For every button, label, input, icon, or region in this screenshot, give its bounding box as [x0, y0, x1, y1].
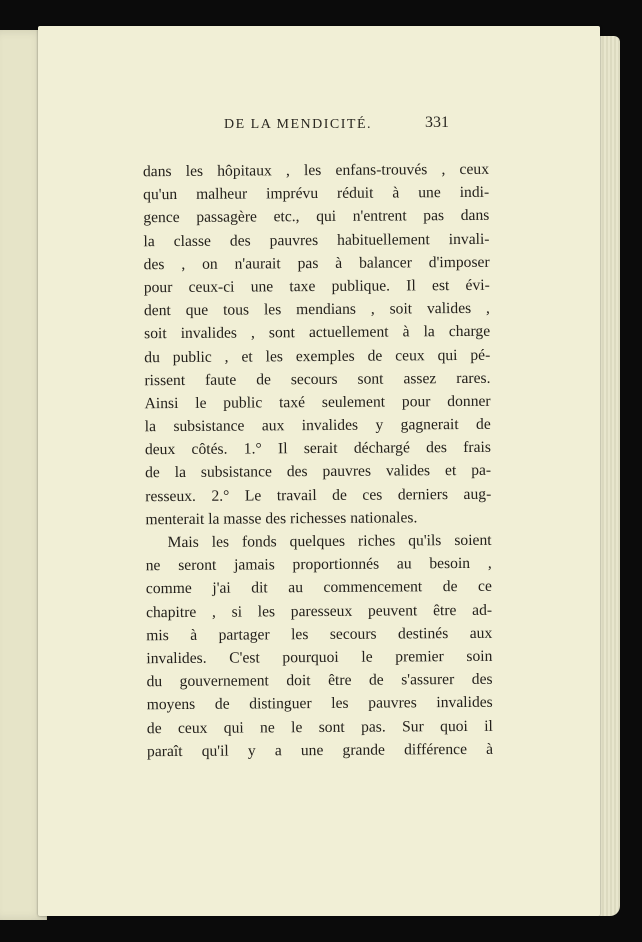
- text-line: menterait la masse des richesses nationales.: [145, 509, 418, 529]
- book-page: [38, 26, 600, 916]
- text-line: comme j'ai dit au commencement de ce: [145, 578, 492, 598]
- text-line: soit invalides , sont actuellement à la charge: [144, 323, 491, 343]
- running-title: DE LA MENDICITÉ.: [224, 117, 373, 132]
- text-line: pour ceux-ci une taxe publique. Il est évi-: [143, 276, 490, 297]
- text-line: resseux. 2.° Le travail de ces derniers aug-: [145, 485, 492, 505]
- page-number: 331: [425, 114, 449, 131]
- text-line: dent que tous les mendians , soit valides ,: [143, 299, 491, 320]
- text-line: invalides. C'est pourquoi le premier soin: [146, 647, 493, 668]
- text-line: rissent faute de secours sont assez rares.: [144, 369, 491, 389]
- body-text: [143, 158, 493, 763]
- text-line: la subsistance aux invalides y gagnerait de: [144, 415, 491, 436]
- text-line: de la subsistance des pauvres valides et pa-: [145, 462, 492, 482]
- text-line: mis à partager les secours destinés aux: [146, 624, 493, 644]
- text-line: deux côtés. 1.° Il serait déchargé des frais: [144, 439, 491, 459]
- text-line: du public , et les exemples de ceux qui pé-: [144, 346, 491, 366]
- text-line: qu'un malheur imprévu réduit à une indi-: [143, 183, 490, 204]
- text-line: ne seront jamais proportionnés au besoin ,: [145, 554, 492, 575]
- text-line: paraît qu'il y a une grande différence à: [146, 740, 494, 760]
- text-line: de ceux qui ne le sont pas. Sur quoi il: [146, 717, 493, 737]
- text-line: Mais les fonds quelques riches qu'ils soient: [167, 531, 492, 552]
- text-line: Ainsi le public taxé seulement pour donner: [144, 392, 491, 413]
- text-line: dans les hôpitaux , les enfans-trouvés , ceux: [142, 160, 490, 181]
- text-line: du gouvernement doit être de s'assurer des: [146, 670, 493, 691]
- text-line: moyens de distinguer les pauvres invalides: [146, 694, 493, 714]
- text-line: chapitre , si les paresseux peuvent être ad-: [145, 601, 493, 621]
- page-header: [181, 114, 481, 140]
- text-line: la classe des pauvres habituellement invali-: [143, 230, 490, 250]
- text-line: des , on n'aurait pas à balancer d'imposer: [143, 253, 490, 273]
- text-line: gence passagère etc., qui n'entrent pas dans: [143, 207, 490, 227]
